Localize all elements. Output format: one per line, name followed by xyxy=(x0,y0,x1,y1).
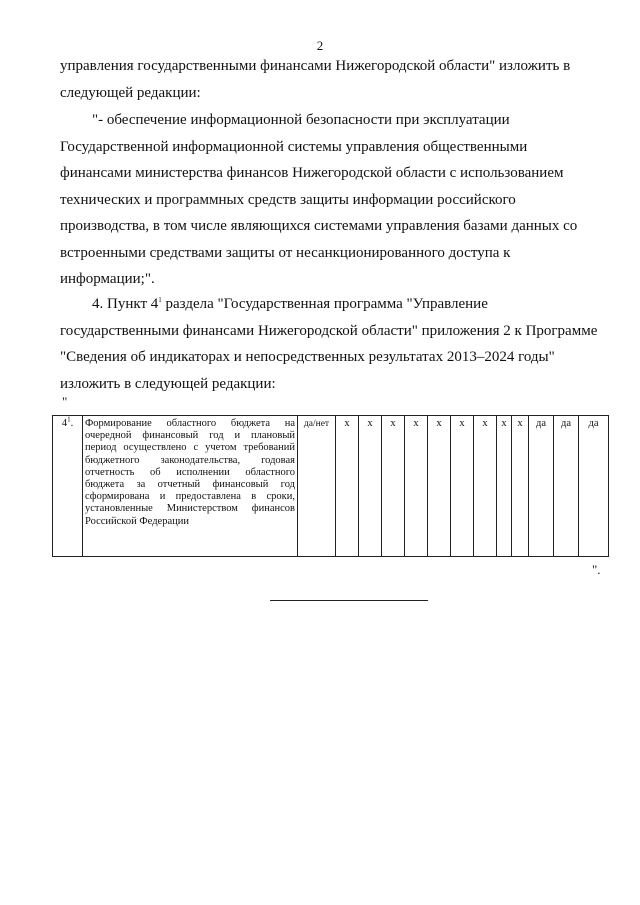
paragraph-line: финансами министерства финансов Нижегородской области с использованием xyxy=(60,165,564,181)
item-number: 4 xyxy=(61,418,68,429)
paragraph-line: технических и программных средств защиты информации российского xyxy=(60,191,516,208)
indicator-table xyxy=(52,415,609,557)
paragraph-3 xyxy=(60,291,606,397)
value-cell: да xyxy=(529,416,554,557)
value-cell: да xyxy=(554,416,579,557)
paragraph-line xyxy=(60,296,488,312)
table-row xyxy=(53,416,609,557)
value-cell: х xyxy=(512,416,529,557)
indicator-description: Формирование областного бюджета на очередной финансовый год и плановый период осуществлено с учетом требований бюджетного законодательства, годовая отчетность об исполнении областного бюджета за отчетный финансовый год сформирована и предоставлена в сроки, установленные Министерством финансов Российской Федерации xyxy=(83,416,298,557)
unit-cell: да/нет xyxy=(298,416,336,557)
value-cell: х xyxy=(382,416,405,557)
paragraph-line: Государственной информационной системы управления общественными xyxy=(60,138,528,155)
item-number-cell xyxy=(53,416,83,557)
value-cell: х xyxy=(359,416,382,557)
superscript: 1 xyxy=(67,415,71,424)
item-number-suffix: . xyxy=(70,418,74,429)
open-quote: " xyxy=(62,394,68,409)
paragraph-line: "- обеспечение информационной безопасности при эксплуатации xyxy=(92,112,510,128)
value-cell: х xyxy=(497,416,512,557)
paragraph-line: государственными финансами Нижегородской области" приложения 2 к Программе xyxy=(60,322,598,339)
paragraph-line: встроенными средствами защиты от несанкционированного доступа к xyxy=(60,244,511,261)
paragraph-line: производства, в том числе являющихся системами управления базами данных со xyxy=(60,218,578,234)
paragraph-3-start: 4. Пункт 4 xyxy=(92,296,159,312)
value-cell: х xyxy=(474,416,497,557)
superscript: 1 xyxy=(158,296,162,304)
paragraph-1 xyxy=(60,53,606,106)
paragraph-3-end: раздела "Государственная программа "Управление xyxy=(161,296,488,312)
value-cell: х xyxy=(428,416,451,557)
value-cell: х xyxy=(451,416,474,557)
page-number: 2 xyxy=(316,38,324,53)
value-cell: да xyxy=(579,416,609,557)
paragraph-line: информации;". xyxy=(60,271,155,287)
close-quote: ". xyxy=(592,562,601,577)
value-cell: х xyxy=(405,416,428,557)
paragraph-line: изложить в следующей редакции: xyxy=(60,375,276,392)
paragraph-2 xyxy=(60,107,606,293)
value-cell: х xyxy=(336,416,359,557)
paragraph-line: управления государственными финансами Нижегородской области" изложить в xyxy=(60,58,571,74)
paragraph-line: следующей редакции: xyxy=(60,84,201,101)
end-rule xyxy=(270,600,428,601)
paragraph-line: "Сведения об индикаторах и непосредственных результатах 2013–2024 годы" xyxy=(60,349,555,365)
